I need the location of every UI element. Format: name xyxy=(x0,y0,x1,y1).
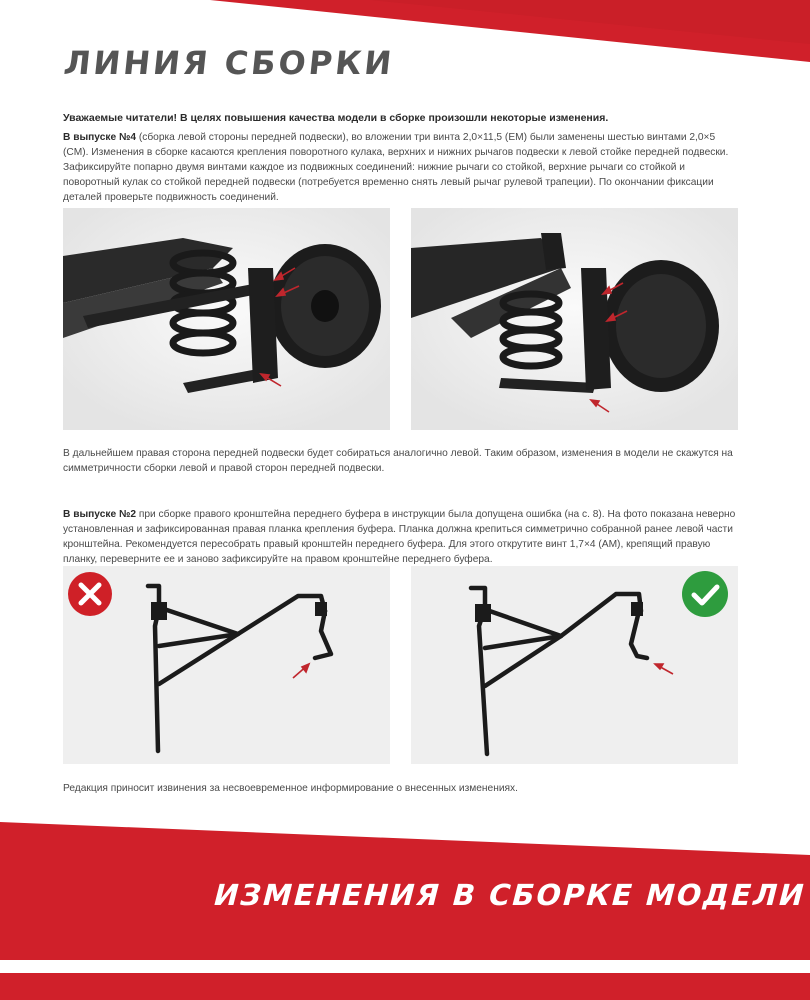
correct-badge xyxy=(682,571,728,617)
issue-2-label: В выпуске №2 xyxy=(63,509,136,520)
footer-title: ИЗМЕНЕНИЯ В СБОРКЕ МОДЕЛИ xyxy=(210,878,810,912)
suspension-photo-front xyxy=(63,208,390,430)
issue-4-label: В выпуске №4 xyxy=(63,132,136,143)
paragraph-symmetry: В дальнейшем правая сторона передней подвески будет собираться аналогично левой. Таким образом, изменения в модели не скажутся на симметричности сборки левой и правой сторон передней подвески. xyxy=(63,448,733,474)
page-title: ЛИНИЯ СБОРКИ xyxy=(62,44,397,82)
closing-note: Редакция приносит извинения за несвоевременное информирование о внесенных изменениях. xyxy=(63,783,518,794)
paragraph-issue-2 xyxy=(63,507,739,567)
bracket-photo-correct xyxy=(411,566,738,764)
wrong-badge xyxy=(68,572,112,616)
paragraph-issue-4 xyxy=(63,130,739,205)
lead-text: Уважаемые читатели! В целях повышения качества модели в сборке произошли некоторые изменения. xyxy=(63,112,609,124)
issue-4-text: (сборка левой стороны передней подвески), во вложении три винта 2,0×11,5 (EM) были заменены шестью винтами 2,0×5 (CM). Изменения в сборке касаются крепления поворотного кулака, верхних и нижних рычагов подвески к левой стойке передней подвески. Зафиксируйте попарно двумя винтами каждое из подвижных соединений: нижние рычаги со стойкой, верхние рычаги со стойкой и поворотный кулак со стойкой передней подвески (потребуется временно снять левый рычаг рулевой трапеции). По окончании фиксации деталей проверьте подвижность соединений. xyxy=(63,132,729,203)
bracket-photo-wrong xyxy=(63,566,390,764)
suspension-photo-angle xyxy=(411,208,738,430)
issue-2-text: при сборке правого кронштейна переднего буфера в инструкции была допущена ошибка (на с. 8). На фото показана неверно установленная и зафиксированная правая планка крепления буфера. Планка должна крепиться симметрично собранной ранее левой части кронштейна. Рекомендуется пересобрать правый кронштейн переднего буфера. Для этого открутите винт 1,7×4 (AM), крепящий правую планку, переверните ее и заново зафиксируйте на правом кронштейне переднего буфера. xyxy=(63,509,736,565)
